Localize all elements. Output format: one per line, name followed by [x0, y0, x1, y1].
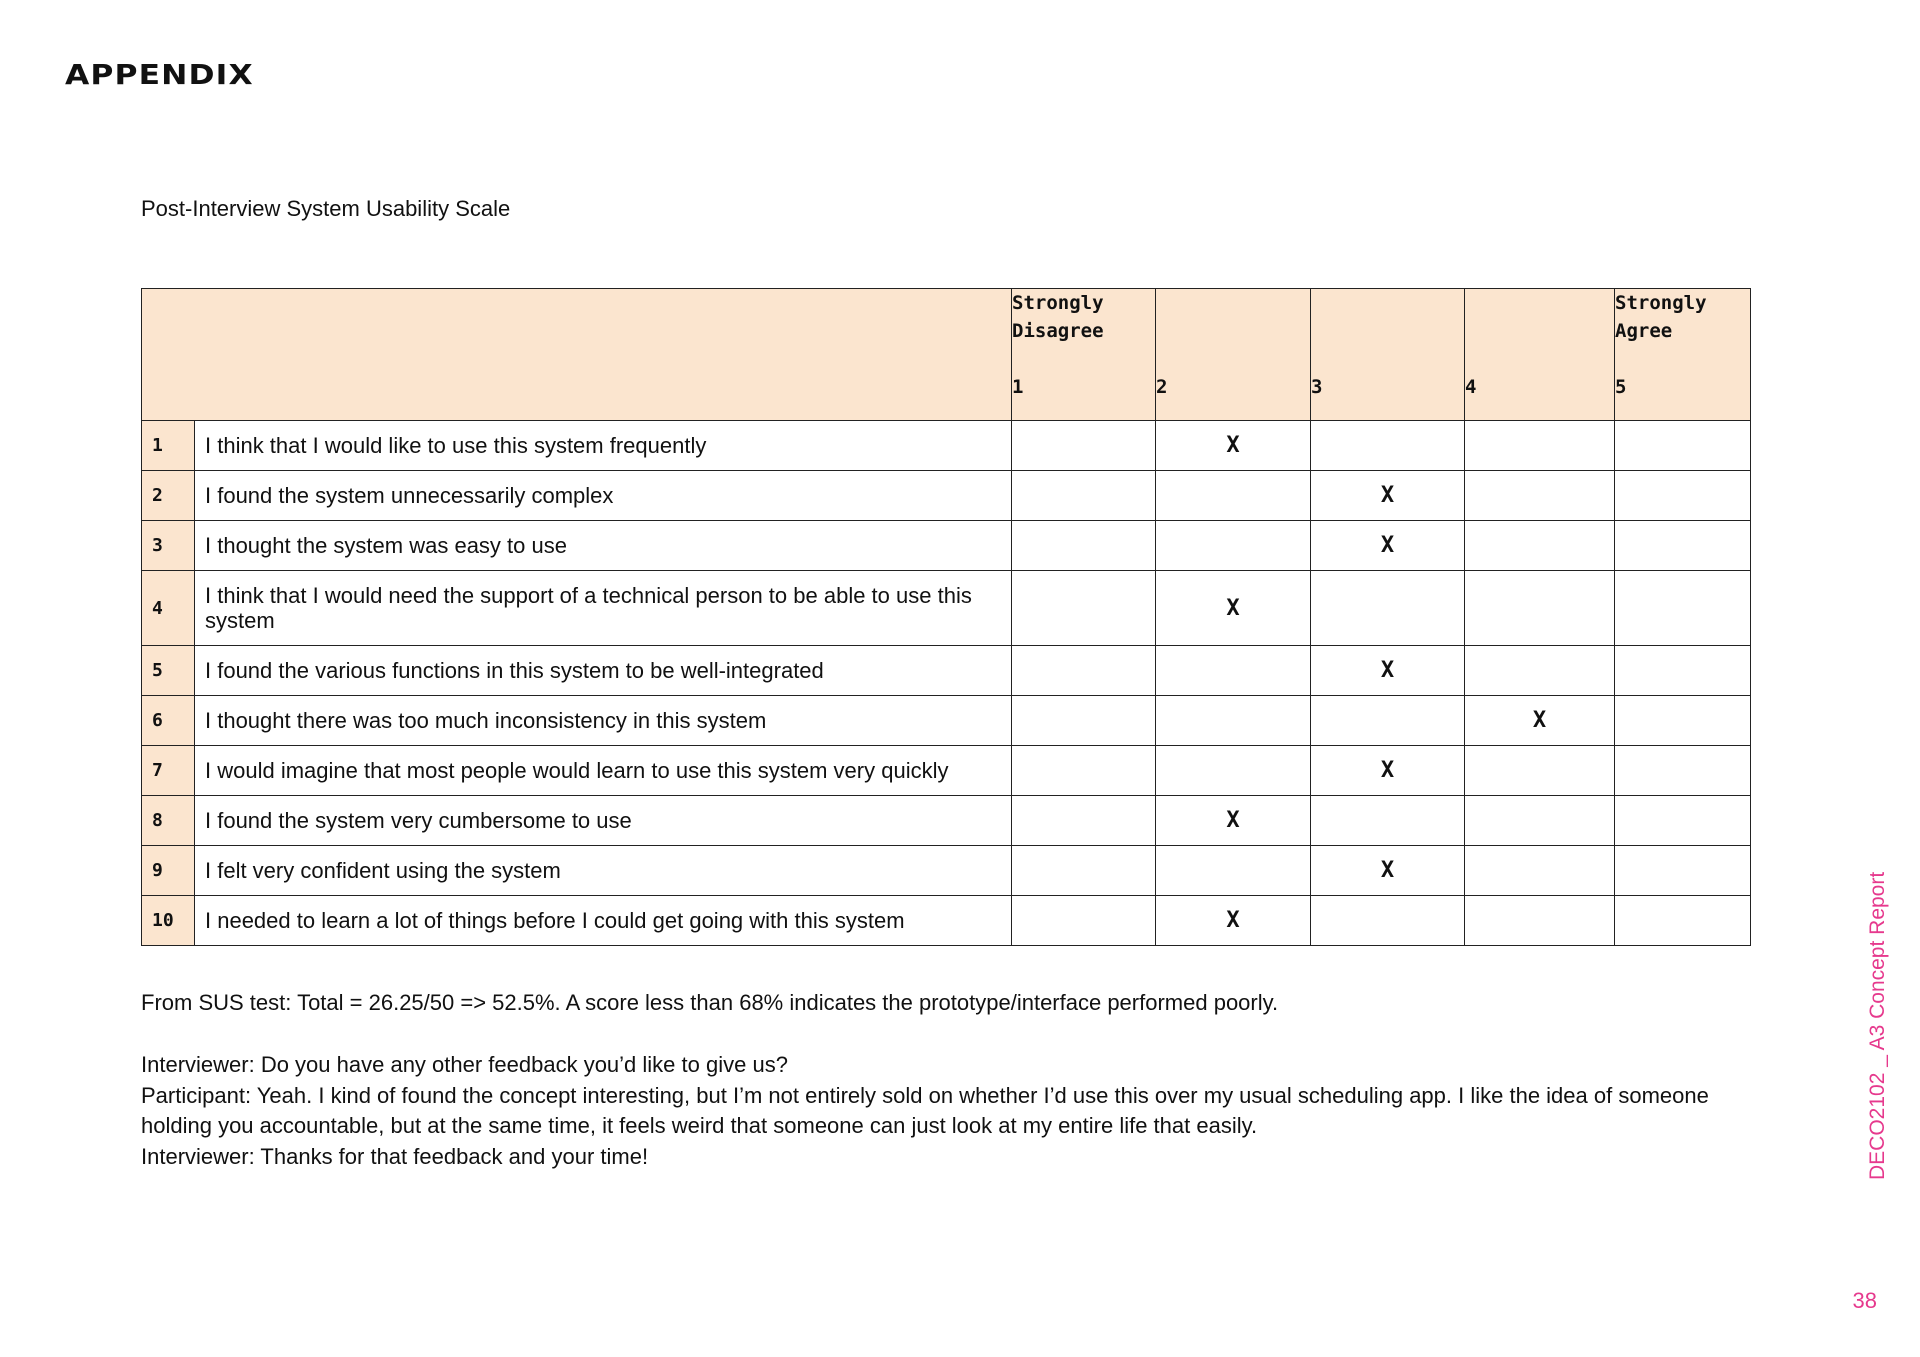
scale-number-3: 3 [1311, 376, 1323, 398]
row-statement: I found the various functions in this system to be well-integrated [195, 646, 1012, 696]
response-mark: X [1380, 658, 1395, 683]
scale-number-5: 5 [1615, 376, 1627, 398]
response-mark: X [1532, 708, 1547, 733]
scale-label-3 [1311, 289, 1464, 373]
response-mark: X [1226, 908, 1240, 933]
response-cell-2 [1156, 746, 1311, 796]
row-number: 9 [142, 846, 195, 896]
dialogue-line: Interviewer: Do you have any other feedback you’d like to give us? [141, 1052, 788, 1077]
row-number: 5 [142, 646, 195, 696]
sus-table [141, 288, 1751, 946]
scale-label-1: Strongly Disagree [1012, 292, 1104, 342]
response-cell-2 [1156, 696, 1311, 746]
row-number: 10 [142, 896, 195, 946]
response-cell-4 [1465, 521, 1615, 571]
response-cell-1 [1012, 471, 1156, 521]
sus-row [142, 746, 1751, 796]
scale-header-5 [1615, 289, 1751, 421]
response-mark: X [1380, 758, 1395, 783]
response-mark: X [1380, 858, 1395, 883]
response-cell-2 [1156, 846, 1311, 896]
dialogue-line: Interviewer: Thanks for that feedback and your time! [141, 1143, 649, 1169]
response-cell-1 [1012, 896, 1156, 946]
row-statement: I found the system very cumbersome to use [195, 796, 1012, 846]
response-cell-5 [1615, 521, 1751, 571]
response-cell-4 [1465, 571, 1615, 646]
response-cell-4 [1465, 796, 1615, 846]
response-cell-4 [1465, 471, 1615, 521]
response-cell-5 [1615, 571, 1751, 646]
sus-row [142, 896, 1751, 946]
sus-row [142, 646, 1751, 696]
sus-title: Post-Interview System Usability Scale [141, 196, 511, 221]
response-mark: X [1226, 433, 1240, 458]
response-cell-5 [1615, 846, 1751, 896]
response-cell-5 [1615, 646, 1751, 696]
row-statement: I found the system unnecessarily complex [195, 471, 1012, 521]
row-number: 7 [142, 746, 195, 796]
response-cell-3 [1311, 746, 1465, 796]
response-cell-5 [1615, 421, 1751, 471]
response-cell-2 [1156, 646, 1311, 696]
scale-label-5: Strongly Agree [1615, 292, 1707, 342]
row-statement: I think that I would like to use this system frequently [195, 421, 1012, 471]
scale-number-2: 2 [1156, 376, 1168, 398]
response-cell-1 [1012, 696, 1156, 746]
header-blank-cell [142, 289, 1012, 421]
response-cell-1 [1012, 421, 1156, 471]
row-statement: I thought the system was easy to use [195, 521, 1012, 571]
response-cell-3 [1311, 896, 1465, 946]
response-cell-2 [1156, 796, 1311, 846]
response-cell-2 [1156, 571, 1311, 646]
sus-summary: From SUS test: Total = 26.25/50 => 52.5%. A score less than 68% indicates the prototype/interface performed poorly. [141, 990, 1279, 1015]
response-cell-1 [1012, 571, 1156, 646]
row-statement: I think that I would need the support of a technical person to be able to use this system [195, 571, 1012, 646]
response-cell-3 [1311, 571, 1465, 646]
row-statement: I needed to learn a lot of things before I could get going with this system [195, 896, 1012, 946]
response-mark: X [1226, 808, 1240, 833]
row-statement: I felt very confident using the system [195, 846, 1012, 896]
row-number: 6 [142, 696, 195, 746]
response-cell-2 [1156, 521, 1311, 571]
sus-row [142, 846, 1751, 896]
response-cell-4 [1465, 646, 1615, 696]
response-cell-5 [1615, 896, 1751, 946]
response-cell-4 [1465, 846, 1615, 896]
row-number: 3 [142, 521, 195, 571]
response-mark: X [1380, 533, 1395, 558]
response-cell-1 [1012, 796, 1156, 846]
interview-dialogue [141, 1050, 1721, 1172]
sus-row [142, 696, 1751, 746]
response-cell-1 [1012, 846, 1156, 896]
response-cell-3 [1311, 796, 1465, 846]
report-side-label: DECO2102 _ A3 Concept Report [1866, 871, 1889, 1180]
sus-row [142, 796, 1751, 846]
response-mark: X [1380, 483, 1395, 508]
response-cell-3 [1311, 521, 1465, 571]
scale-number-1: 1 [1012, 376, 1024, 398]
scale-header-3 [1311, 289, 1465, 421]
response-cell-1 [1012, 746, 1156, 796]
section-heading: APPENDIX [65, 58, 254, 91]
row-number: 8 [142, 796, 195, 846]
response-cell-3 [1311, 471, 1465, 521]
scale-label-2 [1156, 289, 1310, 373]
response-cell-2 [1156, 471, 1311, 521]
response-cell-4 [1465, 896, 1615, 946]
response-cell-5 [1615, 746, 1751, 796]
response-cell-3 [1311, 696, 1465, 746]
response-cell-5 [1615, 796, 1751, 846]
sus-row [142, 521, 1751, 571]
scale-number-4: 4 [1465, 376, 1477, 398]
scale-header-row [142, 289, 1751, 421]
row-statement: I would imagine that most people would learn to use this system very quickly [195, 746, 1012, 796]
dialogue-line: Participant: Yeah. I kind of found the concept interesting, but I’m not entirely sold on whether I’d use this over my usual scheduling app. I like the idea of someone holding you accountable, but at the same time, it feels weird that someone can just look at my entire life that easily. [141, 1082, 1709, 1138]
row-number: 1 [142, 421, 195, 471]
response-cell-2 [1156, 896, 1311, 946]
response-cell-3 [1311, 646, 1465, 696]
sus-row [142, 471, 1751, 521]
row-statement: I thought there was too much inconsistency in this system [195, 696, 1012, 746]
response-cell-5 [1615, 471, 1751, 521]
response-cell-5 [1615, 696, 1751, 746]
response-cell-2 [1156, 421, 1311, 471]
response-cell-4 [1465, 746, 1615, 796]
row-number: 4 [142, 571, 195, 646]
response-cell-4 [1465, 696, 1615, 746]
sus-row [142, 571, 1751, 646]
response-cell-1 [1012, 521, 1156, 571]
sus-table-body [142, 421, 1751, 946]
row-number: 2 [142, 471, 195, 521]
sus-row [142, 421, 1751, 471]
scale-header-2 [1156, 289, 1311, 421]
scale-label-4 [1465, 289, 1614, 373]
response-mark: X [1226, 595, 1240, 621]
response-cell-1 [1012, 646, 1156, 696]
response-cell-3 [1311, 421, 1465, 471]
response-cell-4 [1465, 421, 1615, 471]
response-cell-3 [1311, 846, 1465, 896]
scale-header-4 [1465, 289, 1615, 421]
scale-header-1 [1012, 289, 1156, 421]
page-number: 38 [1852, 1288, 1877, 1313]
